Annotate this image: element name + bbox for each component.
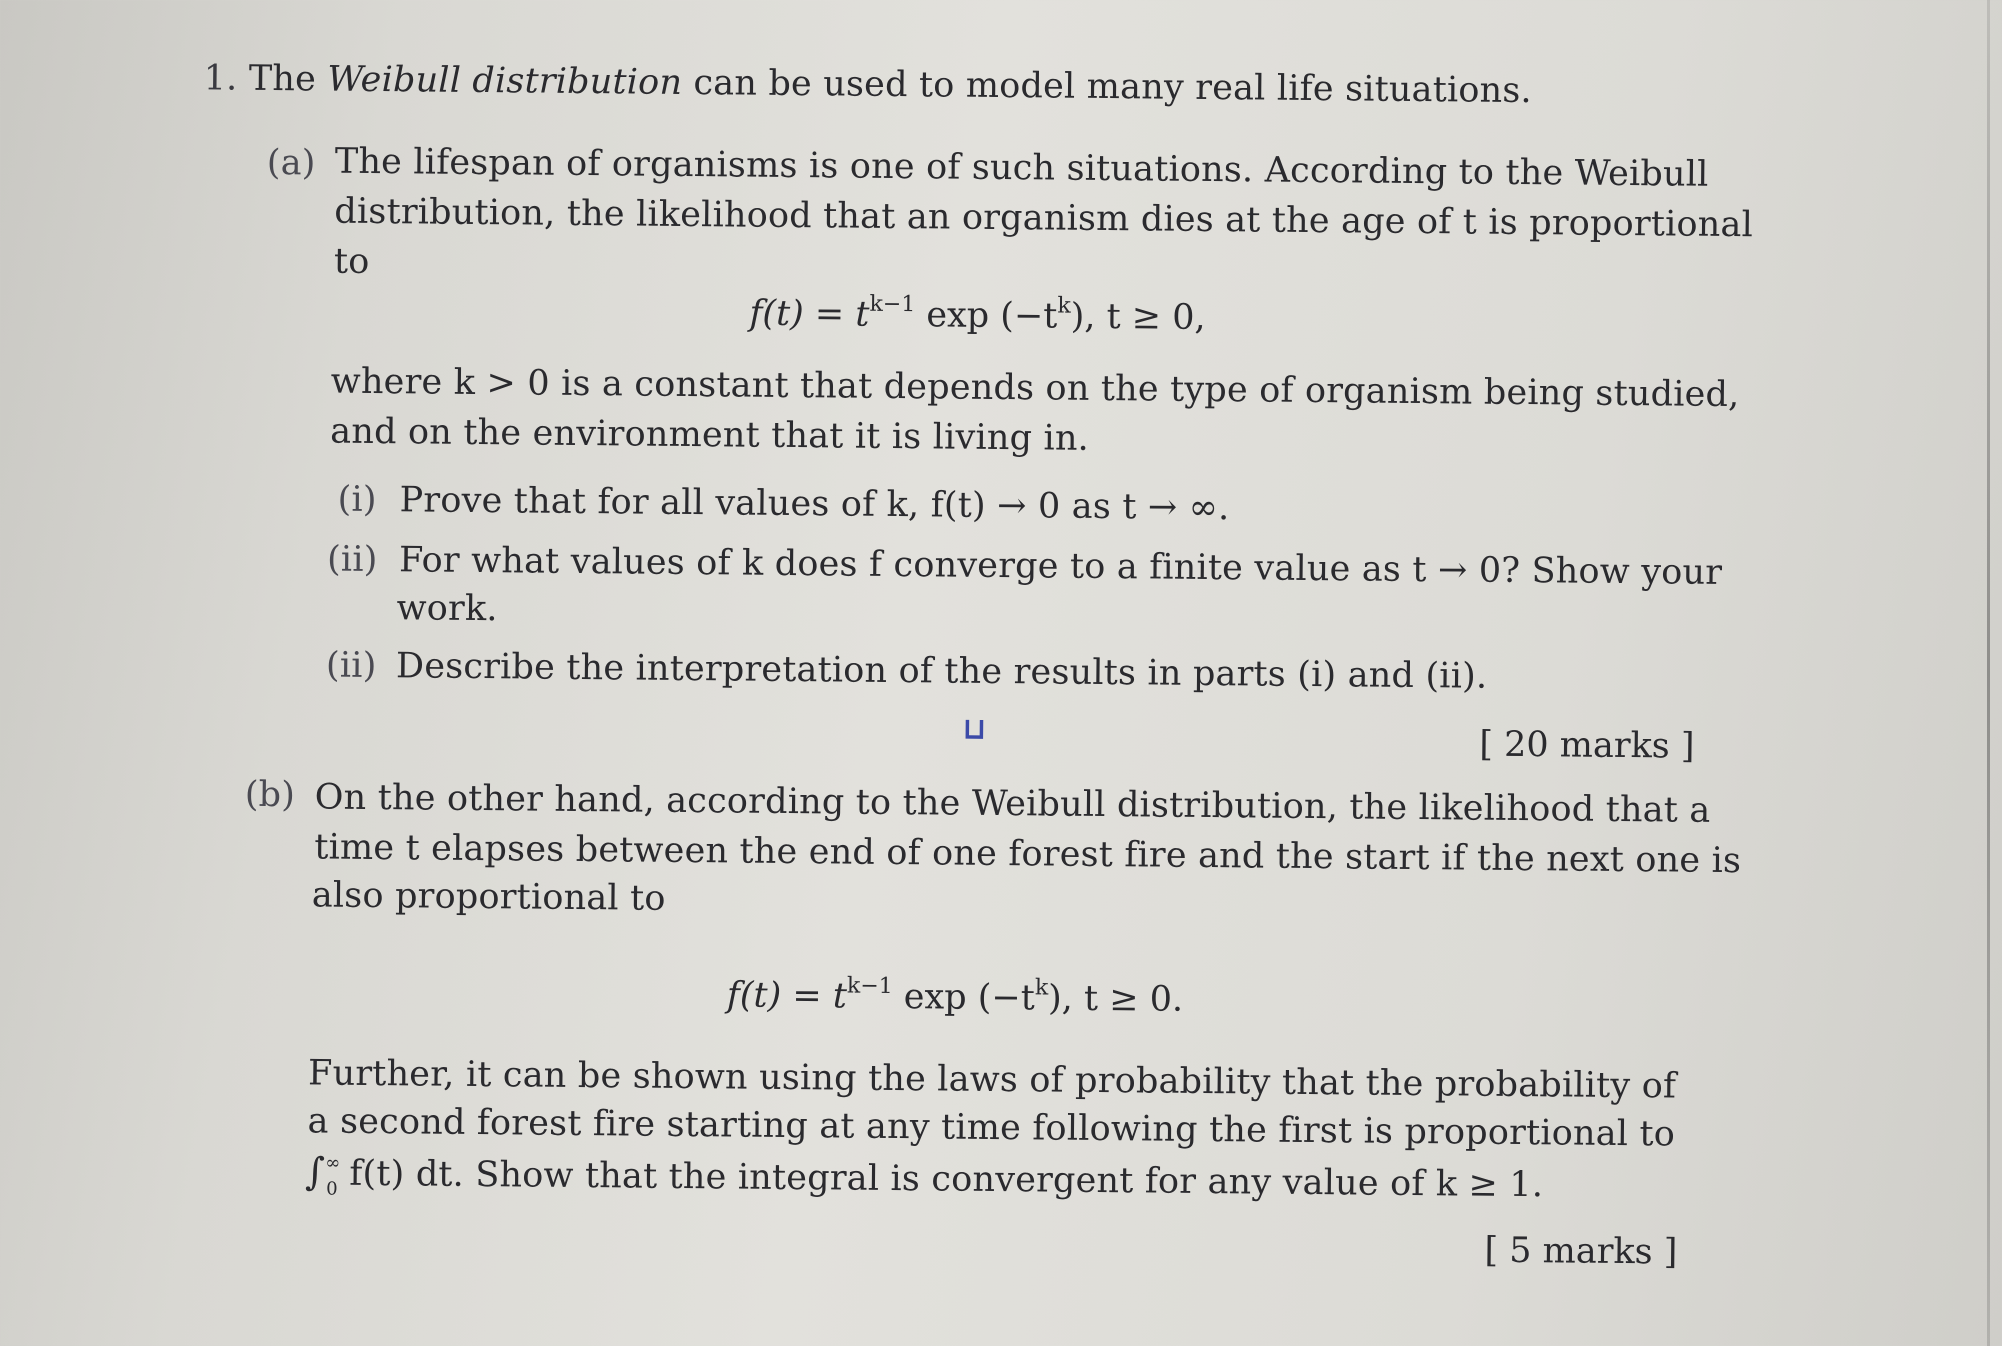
formula-b-rhs: ), t ≥ 0.	[1047, 978, 1184, 1020]
part-b-line1: On the other hand, according to the Weibull distribution, the likelihood that a	[314, 777, 1711, 831]
part-a-line3: to	[333, 241, 370, 282]
part-a-where2: and on the environment that it is living in.	[330, 411, 1090, 459]
part-b-further1: Further, it can be shown using the laws of probability that the probability of	[307, 1053, 1677, 1107]
formula-a-exp: k−1	[869, 291, 916, 318]
integral-upper-limit: ∞	[325, 1152, 341, 1174]
integral-sign: ∫	[304, 1149, 326, 1194]
part-a-where1: where k > 0 is a constant that depends on the type of organism being studied,	[330, 361, 1740, 416]
formula-b-exp2: k	[1034, 975, 1049, 1001]
part-a-formula	[749, 291, 1206, 338]
part-a-line2: distribution, the likelihood that an organism dies at the age of t is proportional	[334, 191, 1754, 246]
sub-ii-text1: For what values of k does f converge to a finite value as t → 0? Show your	[398, 540, 1723, 593]
sub-i-label: (i)	[337, 479, 377, 521]
intro-pre: The	[248, 58, 328, 100]
formula-a-exp2: k	[1057, 293, 1071, 319]
part-b-further3-row	[305, 1149, 1543, 1205]
formula-a-rhs: ), t ≥ 0,	[1070, 296, 1206, 338]
sub-iii-text: Describe the interpretation of the results in parts (i) and (ii).	[395, 646, 1488, 697]
handwritten-mark: ⊔	[962, 711, 987, 747]
sub-ii-text2: work.	[396, 588, 498, 630]
formula-a-mid: exp (−t	[914, 295, 1058, 337]
sub-iii-label: (ii)	[325, 645, 377, 687]
formula-a-lhs: f(t) = t	[749, 293, 870, 335]
integral-lower-limit: 0	[326, 1178, 338, 1200]
part-b-marks: [ 5 marks ]	[1484, 1230, 1678, 1273]
part-b-line3: also proportional to	[311, 875, 666, 919]
sub-ii-label: (ii)	[326, 539, 378, 581]
part-b-formula	[727, 975, 1184, 1019]
formula-b-lhs: f(t) = t	[726, 975, 848, 1017]
formula-b-mid: exp (−t	[892, 976, 1035, 1019]
part-a-line1: The lifespan of organisms is one of such situations. According to the Weibull	[334, 141, 1709, 195]
part-b-label: (b)	[244, 774, 296, 816]
question-number: 1.	[203, 58, 238, 99]
part-b-line2: time t elapses between the end of one forest fire and the start if the next one is	[314, 827, 1742, 882]
sub-i-text: Prove that for all values of k, f(t) → 0 as t → ∞.	[399, 480, 1230, 529]
intro-post: can be used to model many real life situations.	[681, 62, 1533, 112]
question-header	[203, 58, 1532, 111]
part-b-further2: a second forest fire starting at any time following the first is proportional to	[307, 1101, 1676, 1155]
formula-b-exp: k−1	[846, 973, 893, 999]
intro-emphasis: Weibull distribution	[327, 59, 683, 103]
part-a-marks: [ 20 marks ]	[1479, 724, 1695, 767]
part-b-further3: f(t) dt. Show that the integral is convergent for any value of k ≥ 1.	[337, 1153, 1544, 1206]
part-a-label: (a)	[266, 142, 316, 184]
